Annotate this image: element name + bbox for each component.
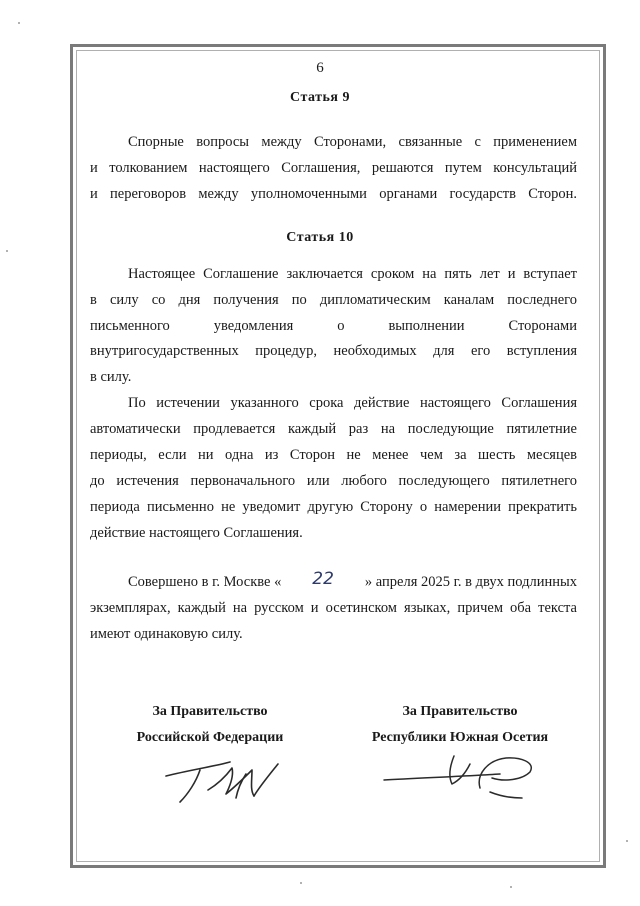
- closing-line-2: экземплярах, каждый на русском и осетинском языках, причем оба текста: [90, 600, 577, 616]
- article-10-p1-line: в силу.: [90, 369, 132, 385]
- handwritten-date: 22: [312, 569, 334, 589]
- left-signatory-line-2: Российской Федерации: [136, 730, 284, 745]
- closing-text-after: » апреля 2025 г. в двух подлинных: [364, 574, 577, 590]
- article-10-p1-line: письменного уведомления о выполнении Сторонами: [90, 318, 577, 334]
- article-9-line: и переговоров между уполномоченными органами государств Сторон.: [90, 186, 577, 202]
- article-9-line: Спорные вопросы между Сторонами, связанные с применением: [128, 134, 577, 150]
- scan-speck: [300, 882, 302, 884]
- article-10-heading: Статья 10: [286, 230, 354, 245]
- article-10-p1-line: Настоящее Соглашение заключается сроком на пять лет и вступает: [128, 266, 577, 282]
- right-signatory-line-1: За Правительство: [402, 704, 518, 719]
- right-signatory-line-2: Республики Южная Осетия: [371, 730, 549, 745]
- scan-speck: [626, 840, 628, 842]
- left-signature-icon: [160, 750, 330, 810]
- closing-text-before: Совершено в г. Москве «: [128, 574, 282, 590]
- article-10-p2-line: По истечении указанного срока действие настоящего Соглашения: [128, 395, 577, 411]
- scan-speck: [6, 250, 8, 252]
- article-9-line: и толкованием настоящего Соглашения, решаются путем консультаций: [90, 160, 577, 176]
- article-10-p2-line: автоматически продлевается каждый раз на последующие пятилетние: [90, 421, 577, 437]
- article-10-p1-line: в силу со дня получения по дипломатическим каналам последнего: [90, 292, 577, 308]
- article-10-p2-line: периода письменно не уведомит другую Сторону о намерении прекратить: [90, 499, 577, 515]
- scan-speck: [510, 886, 512, 888]
- article-9-heading: Статья 9: [290, 90, 350, 105]
- article-10-p2-line: периоды, если ни одна из Сторон не менее чем за шесть месяцев: [90, 447, 577, 463]
- scan-speck: [18, 22, 20, 24]
- article-10-p1-line: внутригосударственных процедур, необходимых для его вступления: [90, 343, 577, 359]
- left-signatory-line-1: За Правительство: [152, 704, 268, 719]
- article-10-p2-line: до истечения первоначального или любого последующего пятилетнего: [90, 473, 577, 489]
- closing-line-3: имеют одинаковую силу.: [90, 626, 243, 642]
- right-signature-icon: [380, 748, 540, 804]
- article-10-p2-line: действие настоящего Соглашения.: [90, 525, 303, 541]
- closing-line-1: [128, 569, 577, 592]
- page-number: 6: [316, 60, 324, 76]
